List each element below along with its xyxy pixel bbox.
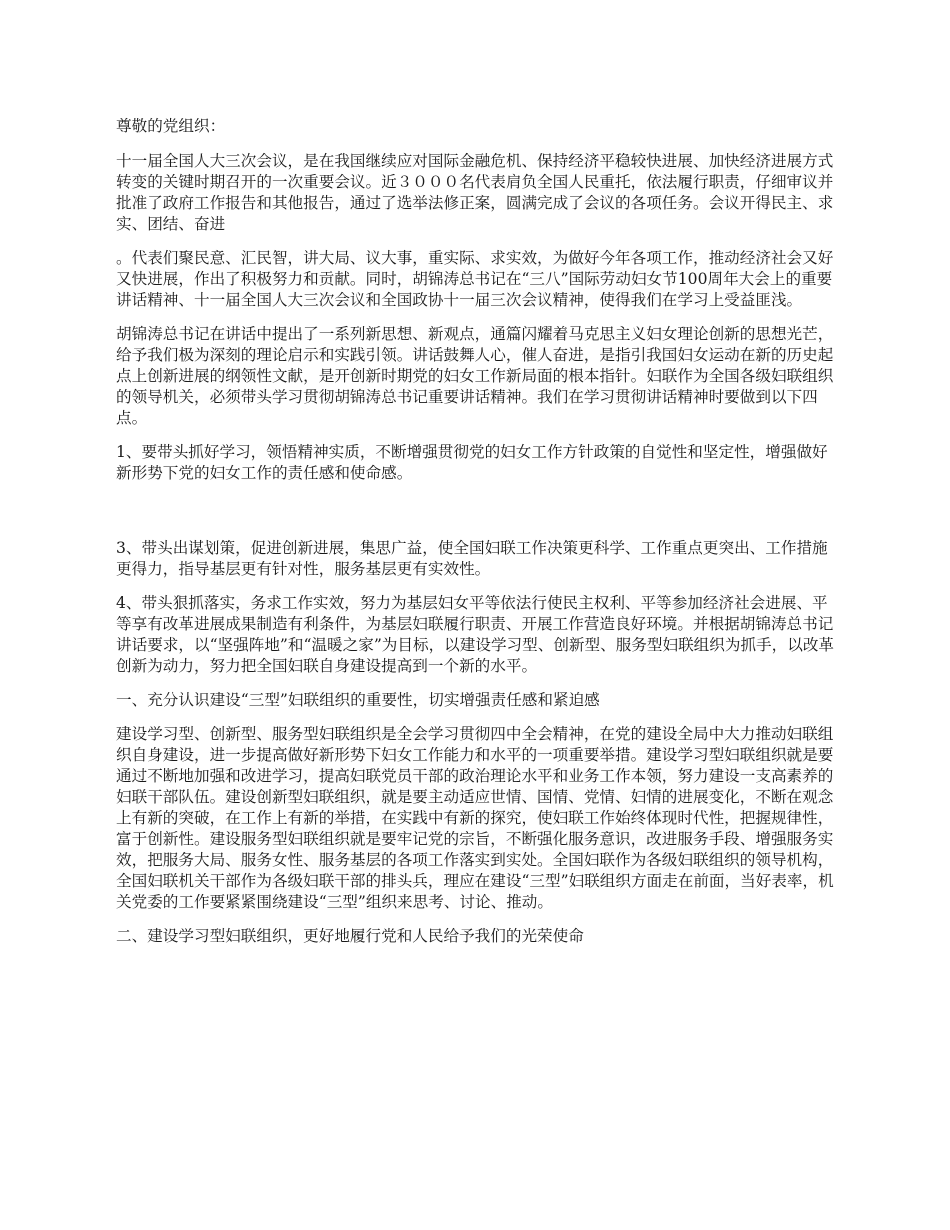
paragraph-three-types: 建设学习型、创新型、服务型妇联组织是全会学习贯彻四中全会精神，在党的建设全局中大力推动妇联组织自身建设，进一步提高做好新形势下妇女工作能力和水平的一项重要举措。建设学习型妇联组织就是要通过不断地加强和改进学习，提高妇联党员干部的政治理论水平和业务工作本领，努力建设一支高素养的妇联干部队伍。建设创新型妇联组织，就是要主动适应世情、国情、党情、妇情的进展变化，不断在观念上有新的突破，在工作上有新的举措，在实践中有新的探究，使妇联工作始终体现时代性，把握规律性，富于创新性。建设服务型妇联组织就是要牢记党的宗旨，不断强化服务意识，改进服务手段、增强服务实效，把服务大局、服务女性、服务基层的各项工作落实到实处。全国妇联作为各级妇联组织的领导机构，全国妇联机关干部作为各级妇联干部的排头兵，理应在建设“三型”妇联组织方面走在前面，当好表率，机关党委的工作要紧紧围绕建设“三型”组织来思考、讨论、推动。: [116, 725, 834, 911]
paragraph-meeting-continued: 。代表们聚民意、汇民智，讲大局、议大事，重实际、求实效，为做好今年各项工作，推动经济社会又好又快进展，作出了积极努力和贡献。同时，胡锦涛总书记在“三八”国际劳动妇女节100周年大会上的重要讲话精神、十一届全国人大三次会议和全国政协十一届三次会议精神，使得我们在学习上受益匪浅。: [116, 249, 834, 309]
section-heading-2: 二、建设学习型妇联组织，更好地履行党和人民给予我们的光荣使命: [116, 927, 584, 945]
paragraph-point-3: 3、带头出谋划策，促进创新进展，集思广益，使全国妇联工作决策更科学、工作重点更突出、工作措施更得力，指导基层更有针对性，服务基层更有实效性。: [116, 539, 828, 578]
paragraph-meeting-intro: 十一届全国人大三次会议，是在我国继续应对国际金融危机、保持经济平稳较快进展、加快经济进展方式转变的关键时期召开的一次重要会议。近３０００名代表肩负全国人民重托，依法履行职责，仔细审议并批准了政府工作报告和其他报告，通过了选举法修正案，圆满完成了会议的各项任务。会议开得民主、求实、团结、奋进: [116, 152, 834, 233]
paragraph-point-1: 1、要带头抓好学习，领悟精神实质，不断增强贯彻党的妇女工作方针政策的自觉性和坚定性，增强做好新形势下党的妇女工作的责任感和使命感。: [116, 443, 828, 482]
salutation: 尊敬的党组织：: [116, 117, 226, 135]
document-body: [116, 116, 838, 960]
section-heading-1: 一、充分认识建设“三型”妇联组织的重要性，切实增强责任感和紧迫感: [116, 691, 600, 709]
paragraph-point-4: 4、带头狠抓落实，务求工作实效，努力为基层妇女平等依法行使民主权利、平等参加经济社会进展、平等享有改革进展成果制造有利条件，为基层妇联履行职责、开展工作营造良好环境。并根据胡锦涛总书记讲话要求，以“坚强阵地”和“温暖之家”为目标，以建设学习型、创新型、服务型妇联组织为抓手，以改革创新为动力，努力把全国妇联自身建设提高到一个新的水平。: [116, 594, 835, 675]
paragraph-speech-summary: 胡锦涛总书记在讲话中提出了一系列新思想、新观点，通篇闪耀着马克思主义妇女理论创新的思想光芒，给予我们极为深刻的理论启示和实践引领。讲话鼓舞人心，催人奋进，是指引我国妇女运动在新的历史起点上创新进展的纲领性文献，是开创新时期党的妇女工作新局面的根本指针。妇联作为全国各级妇联组织的领导机关，必须带头学习贯彻胡锦涛总书记重要讲话精神。我们在学习贯彻讲话精神时要做到以下四点。: [116, 325, 834, 427]
